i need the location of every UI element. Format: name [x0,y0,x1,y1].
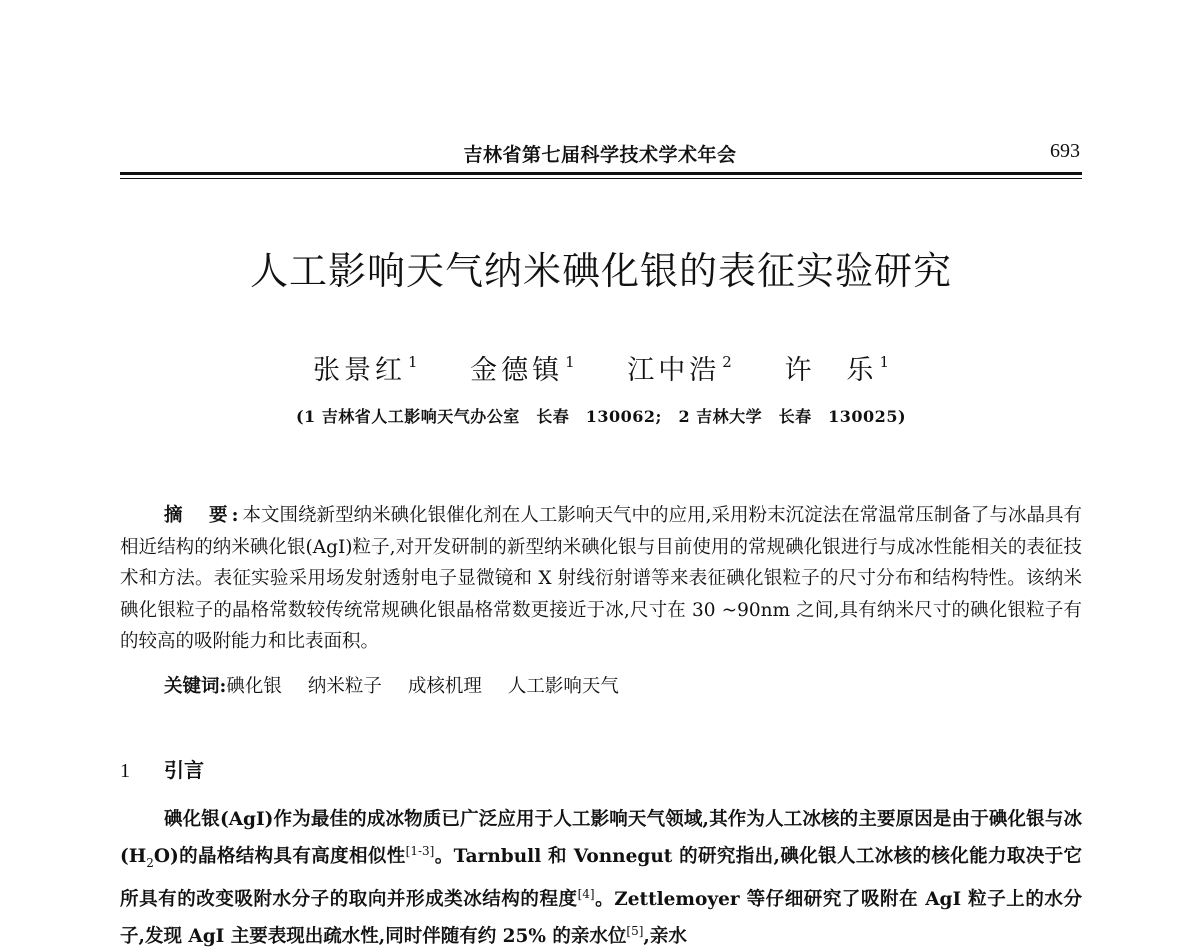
author [313,348,418,387]
abstract-text: 本文围绕新型纳米碘化银催化剂在人工影响天气中的应用,采用粉末沉淀法在常温常压制备了与冰晶具有相近结构的纳米碘化银(AgI)粒子,对开发研制的新型纳米碘化银与目前使用的常规碘化银进行与成冰性能相关的表征技术和方法。表征实验采用场发射透射电子显微镜和 X 射线衍射谱等来表征碘化银粒子的尺寸分布和结构特性。该纳米碘化银粒子的晶格常数较传统常规碘化银晶格常数更接近于冰,尺寸在 30 ~90nm 之间,具有纳米尺寸的碘化银粒子有的较高的吸附能力和比表面积。 [120,505,1082,652]
keywords-label: 关键词: [164,676,227,697]
keyword: 碘化银 [226,676,282,697]
page-number: 693 [1050,140,1080,162]
author-name: 金德镇 [470,355,564,386]
author-list [120,348,1082,387]
body-text-segment: 。Tarnbull 和 Vonnegut 的研究指出,碘化银人工冰核的核化能力取决于它所具有的改变吸附水分子的取向并形成类冰结构的程度 [120,845,1083,910]
header-rule-thin [120,178,1082,179]
author-affiliation-mark: 2 [722,353,732,371]
abstract-label: 摘 要: [164,505,243,526]
keyword: 成核机理 [407,676,482,697]
subscript: 2 [146,855,154,870]
author-name: 许 乐 [784,355,878,386]
keyword: 纳米粒子 [307,676,382,697]
section-heading [120,754,204,783]
citation: [5] [626,923,644,938]
body-text-segment: ,亲水 [643,925,687,947]
author [470,348,575,387]
conference-name: 吉林省第七届科学技术学术年会 [463,144,737,166]
author-affiliation-mark: 1 [879,353,889,371]
section-title: 引言 [164,758,204,782]
keywords [164,672,645,698]
author [784,348,889,387]
body-text-segment: 碘化银(AgI)作为最佳的成冰物质已广泛应用于人工影响天气领域,其作为人工冰核的主要原因是由于碘化银与冰(H [120,809,1082,867]
citation: [4] [577,886,595,901]
author-affiliation-mark: 1 [565,353,575,371]
author-name: 江中浩 [627,355,721,386]
paper-title: 人工影响天气纳米碘化银的表征实验研究 [249,249,952,293]
author-affiliation-mark: 1 [408,353,418,371]
body-text-segment: 。Zettlemoyer 等仔细研究了吸附在 AgI 粒子上的水分子,发现 AgI 主要表现出疏水性,同时伴随有约 25% 的亲水位 [120,889,1082,947]
author [627,348,732,387]
author-name: 张景红 [313,355,407,386]
abstract [120,500,1082,658]
affiliations: (1 吉林省人工影响天气办公室 长春 130062; 2 吉林大学 长春 130025) [295,407,907,426]
header-rule-thick [120,172,1082,175]
keyword: 人工影响天气 [507,676,619,697]
running-header [120,140,1080,176]
section-number: 1 [120,760,130,782]
body-paragraph [120,804,1082,952]
citation: [1-3] [405,843,435,858]
body-text-segment: O)的晶格结构具有高度相似性 [153,845,406,867]
